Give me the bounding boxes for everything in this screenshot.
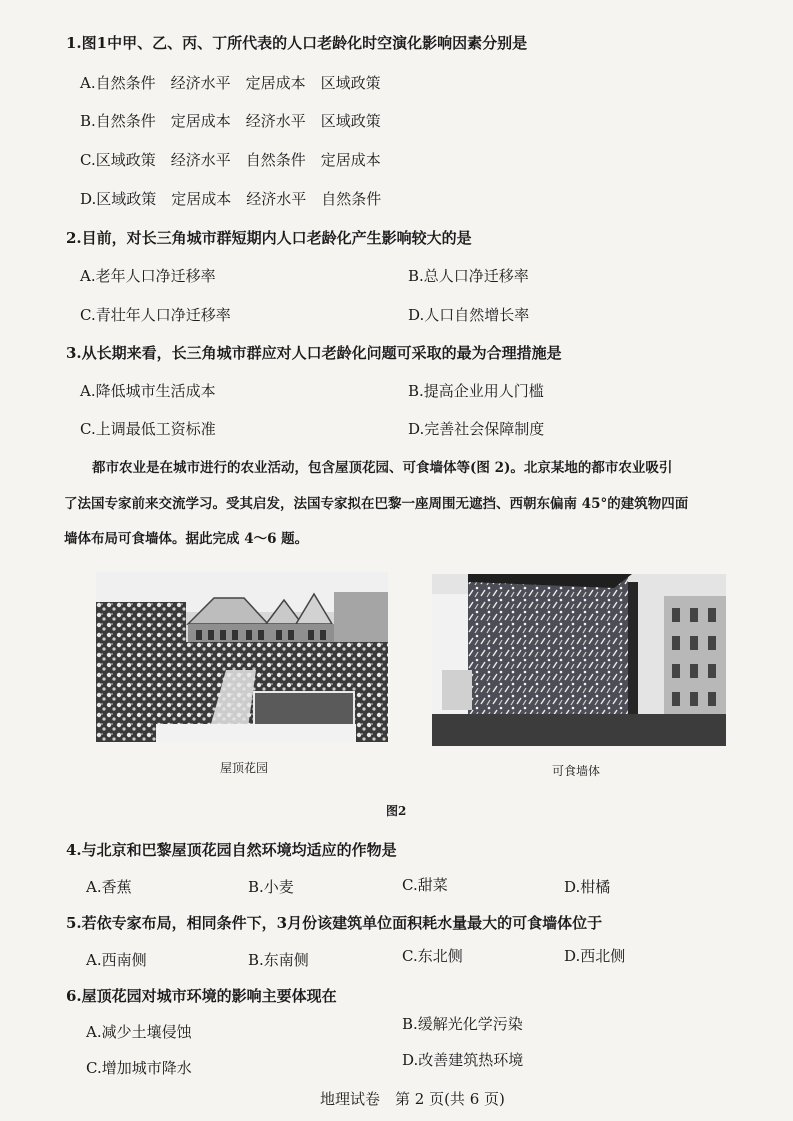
question-4-option-c[interactable]: C.甜菜 <box>402 876 448 894</box>
question-4-option-d[interactable]: D.柑橘 <box>564 878 611 896</box>
question-3-option-d[interactable]: D.完善社会保障制度 <box>408 420 545 438</box>
question-2-option-d[interactable]: D.人口自然增长率 <box>408 306 530 324</box>
question-1-stem: 1.图1中甲、乙、丙、丁所代表的人口老龄化时空演化影响因素分别是 <box>66 34 528 52</box>
question-5-option-b[interactable]: B.东南侧 <box>248 951 309 969</box>
question-2-stem: 2.目前，对长三角城市群短期内人口老龄化产生影响较大的是 <box>66 229 472 247</box>
question-5-stem: 5.若依专家布局，相同条件下，3月份该建筑单位面积耗水量最大的可食墙体位于 <box>66 914 603 932</box>
figure-caption-rooftop-garden: 屋顶花园 <box>220 761 269 775</box>
question-4-option-b[interactable]: B.小麦 <box>248 878 294 896</box>
question-6-option-d[interactable]: D.改善建筑热环境 <box>402 1051 524 1069</box>
question-6-stem: 6.屋顶花园对城市环境的影响主要体现在 <box>66 987 337 1005</box>
question-5-option-c[interactable]: C.东北侧 <box>402 947 463 965</box>
question-4-stem: 4.与北京和巴黎屋顶花园自然环境均适应的作物是 <box>66 841 397 859</box>
question-5-option-a[interactable]: A.西南侧 <box>86 951 147 969</box>
passage-line-3: 墙体布局可食墙体。据此完成 4～6 题。 <box>64 531 309 547</box>
page-footer: 地理试卷 第 2 页(共 6 页) <box>320 1090 505 1108</box>
question-2-option-a[interactable]: A.老年人口净迁移率 <box>80 267 216 285</box>
passage-line-2: 了法国专家前来交流学习。受其启发，法国专家拟在巴黎一座周围无遮挡、西朝东偏南 45°的建筑物四面 <box>64 496 689 512</box>
question-6-option-a[interactable]: A.减少土壤侵蚀 <box>86 1023 192 1041</box>
question-1-option-a[interactable]: A.自然条件 经济水平 定居成本 区域政策 <box>80 74 381 92</box>
edible-wall-photo <box>432 574 726 746</box>
question-3-option-c[interactable]: C.上调最低工资标准 <box>80 420 216 438</box>
question-6-option-b[interactable]: B.缓解光化学污染 <box>402 1015 523 1033</box>
question-1-option-c[interactable]: C.区域政策 经济水平 自然条件 定居成本 <box>80 151 381 169</box>
question-1-option-b[interactable]: B.自然条件 定居成本 经济水平 区域政策 <box>80 112 381 130</box>
question-1-option-d[interactable]: D.区域政策 定居成本 经济水平 自然条件 <box>80 190 382 208</box>
question-4-option-a[interactable]: A.香蕉 <box>86 878 132 896</box>
figure-caption-edible-wall: 可食墙体 <box>552 764 601 778</box>
question-5-option-d[interactable]: D.西北侧 <box>564 947 626 965</box>
question-3-option-a[interactable]: A.降低城市生活成本 <box>80 382 216 400</box>
question-3-stem: 3.从长期来看，长三角城市群应对人口老龄化问题可采取的最为合理措施是 <box>66 344 562 362</box>
question-2-option-c[interactable]: C.青壮年人口净迁移率 <box>80 306 231 324</box>
figure-title: 图2 <box>386 804 407 818</box>
question-3-option-b[interactable]: B.提高企业用人门槛 <box>408 382 544 400</box>
question-2-option-b[interactable]: B.总人口净迁移率 <box>408 267 529 285</box>
passage-line-1: 都市农业是在城市进行的农业活动，包含屋顶花园、可食墙体等(图 2)。北京某地的都市农业吸引 <box>92 460 673 476</box>
rooftop-garden-photo <box>96 572 388 742</box>
question-6-option-c[interactable]: C.增加城市降水 <box>86 1059 192 1077</box>
